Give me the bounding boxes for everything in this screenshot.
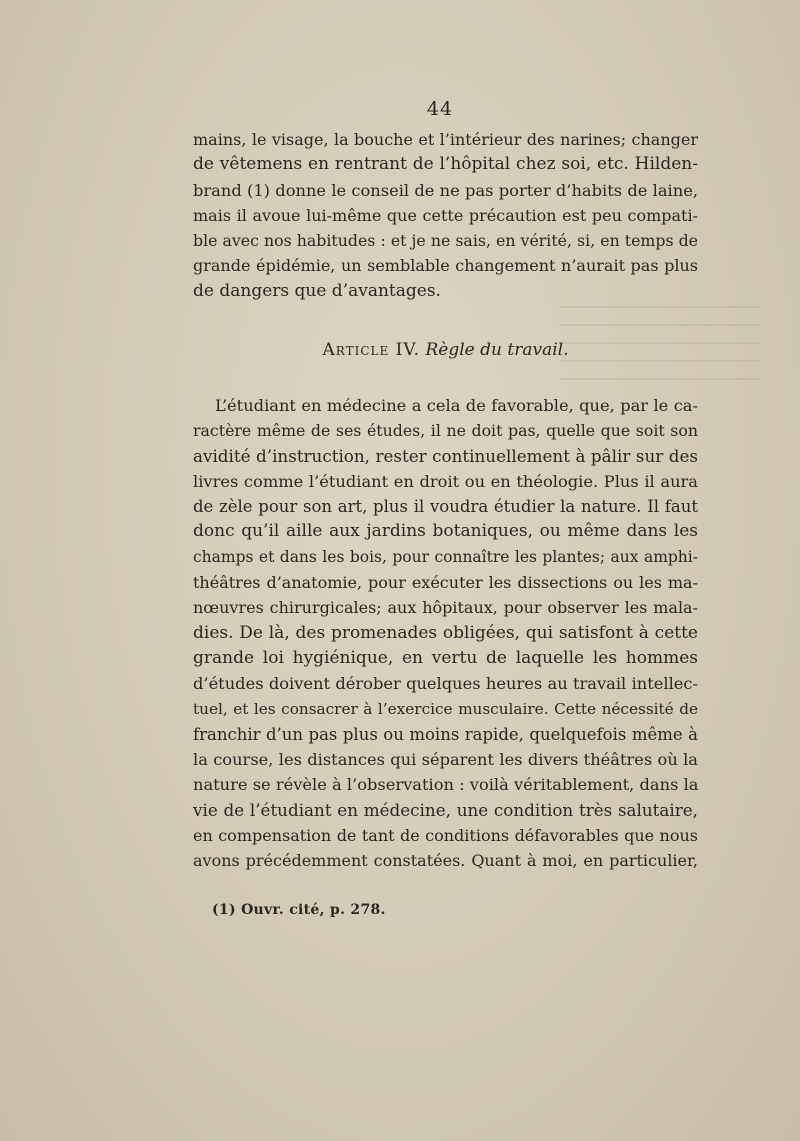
text-line: en compensation de tant de conditions défavorables que nous [193, 826, 698, 846]
text-line: ractère même de ses études, il ne doit pas, quelle que soit son [193, 421, 698, 441]
text-line: ble avec nos habitudes : et je ne sais, en vérité, si, en temps de [193, 231, 698, 251]
text-line: mais il avoue lui-même que cette précaution est peu compati- [193, 205, 698, 225]
article-title: Règle du travail. [425, 340, 569, 360]
text-line: mains, le visage, la bouche et l’intérieur des narines; changer [193, 130, 698, 149]
text-line: champs et dans les bois, pour connaître les plantes; aux amphi- [193, 547, 698, 566]
text-line: de zèle pour son art, plus il voudra étudier la nature. Il faut [193, 497, 698, 517]
text-line: de dangers que d’avantages. [193, 280, 441, 301]
text-line: franchir d’un pas plus ou moins rapide, quelquefois même à [193, 724, 698, 744]
first-paragraph [193, 127, 698, 304]
text-line: donc qu’il aille aux jardins botaniques, ou même dans les [193, 521, 698, 542]
text-line: d’études doivent dérober quelques heures au travail intellec- [193, 674, 698, 694]
second-paragraph [193, 393, 698, 874]
text-line: nature se révèle à l’observation : voilà véritablement, dans la [193, 775, 699, 795]
text-line: avidité d’instruction, rester continuellement à pâlir sur des [193, 445, 698, 466]
page-number: 44 [426, 98, 454, 120]
text-line: grande épidémie, un semblable changement n’aurait pas plus [193, 256, 698, 276]
footnote: (1) Ouvr. cité, p. 278. [212, 902, 386, 918]
text-line: vie de l’étudiant en médecine, une condition très salutaire, [193, 799, 698, 820]
text-line: grande loi hygiénique, en vertu de laquelle les hommes [193, 647, 698, 668]
text-line: théâtres d’anatomie, pour exécuter les dissections ou les ma- [193, 573, 698, 593]
text-line: L’étudiant en médecine a cela de favorable, que, par le ca- [215, 396, 698, 415]
text-line: la course, les distances qui séparent les divers théâtres où la [193, 750, 698, 770]
text-line: tuel, et les consacrer à l’exercice musculaire. Cette nécessité de [193, 699, 698, 718]
text-line: nœuvres chirurgicales; aux hôpitaux, pour observer les mala- [193, 598, 698, 618]
text-line: de vêtemens en rentrant de l’hôpital chez soi, etc. Hilden- [193, 154, 698, 175]
text-line: brand (1) donne le conseil de ne pas porter d’habits de laine, [193, 180, 698, 200]
text-line: avons précédemment constatées. Quant à moi, en particulier, [193, 851, 698, 871]
text-line: dies. De là, des promenades obligées, qui satisfont à cette [193, 622, 698, 643]
text-line: livres comme l’étudiant en droit ou en théologie. Plus il aura [193, 471, 698, 491]
section-heading [193, 338, 698, 362]
article-label: Article IV. [322, 340, 421, 360]
